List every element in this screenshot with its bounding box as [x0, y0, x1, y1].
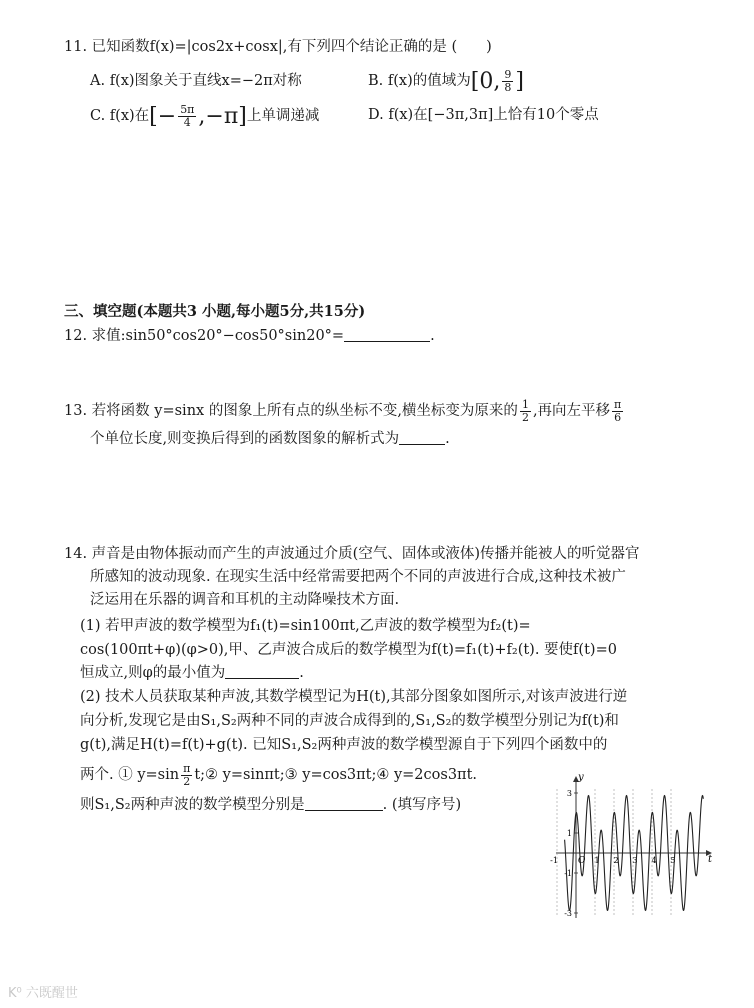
y-axis-label: y — [578, 772, 584, 783]
y-tick-label: -1 — [564, 869, 572, 878]
watermark-logo: K⁰ 六既醒世 — [8, 986, 78, 1001]
q14-line9: g(t),满足H(t)=f(t)+g(t). 已知S₁,S₂两种声波的数学模型源自于下列四个函数中的 — [80, 737, 608, 753]
q14-part2-blank[interactable] — [305, 796, 383, 811]
t-tick-label: 5 — [670, 856, 676, 865]
t-tick-label: 1 — [594, 856, 600, 865]
q14-line1: 14. 声音是由物体振动而产生的声波通过介质(空气、固体或液体)传播并能被人的听觉器官 — [64, 546, 640, 562]
q14-line10: 两个. ① y=sin $\frac{\pi}{2}$ t;② y=sinπt;③ y=cos3πt;④ y=2cos3πt. — [80, 761, 478, 788]
y-tick-label: -3 — [564, 909, 572, 918]
t-tick-label: 4 — [651, 856, 657, 865]
q14-line2: 所感知的波动现象. 在现实生活中经常需要把两个不同的声波进行合成,这种技术被广 — [90, 569, 626, 585]
q14-line7: (2) 技术人员获取某种声波,其数学模型记为H(t),其部分图象如图所示,对该声波进行逆 — [80, 689, 628, 705]
q11-option-c: C. f(x)在[− $\frac{5\pi}{4}$ ,−π]上单调递减 — [90, 102, 320, 129]
q11-option-d: D. f(x)在[−3π,3π]上恰有10个零点 — [368, 107, 599, 123]
q11-option-a: A. f(x)图象关于直线x=−2π对称 — [90, 73, 302, 89]
q12: 12. 求值:sin50°cos20°−cos50°sin20°= . — [64, 328, 435, 344]
q14-line5: cos(100πt+φ)(φ>0),甲、乙声波合成后的数学模型为f(t)=f₁(t)+f₂(t). 要使f(t)=0 — [80, 642, 617, 658]
y-tick-label: 3 — [566, 789, 572, 798]
q14-line3: 泛运用在乐器的调音和耳机的主动降噪技术方面. — [90, 592, 400, 608]
q11-option-b: B. f(x)的值域为[0, $\frac{9}{8}$ ] — [368, 67, 524, 94]
q14-line4: (1) 若甲声波的数学模型为f₁(t)=sin100πt,乙声波的数学模型为f₂(t)= — [80, 618, 531, 634]
t-axis-label: t — [708, 854, 713, 865]
waveform-graph — [552, 768, 722, 926]
q14-line11: 则S₁,S₂两种声波的数学模型分别是 . (填写序号) — [80, 797, 462, 813]
t-tick-label: -1 — [550, 856, 558, 865]
q12-answer-blank[interactable] — [344, 327, 430, 342]
origin-label: O — [578, 856, 586, 866]
y-tick-label: 1 — [566, 829, 572, 838]
q14-line6: 恒成立,则φ的最小值为 . — [80, 665, 304, 681]
t-tick-label: 2 — [613, 856, 619, 865]
q13-line2: 个单位长度,则变换后得到的函数图象的解析式为 . — [90, 431, 450, 447]
q13-line1: 13. 若将函数 y=sinx 的图象上所有点的纵坐标不变,横坐标变为原来的 $\frac{1}{2}$ ,再向左平移 $\frac{\pi}{6}$ — [64, 397, 622, 424]
q14-part1-blank[interactable] — [225, 664, 299, 679]
section-title: 三、填空题(本题共3 小题,每小题5分,共15分) — [64, 303, 366, 320]
t-tick-label: 3 — [632, 856, 638, 865]
q11-stem: 11. 已知函数f(x)=|cos2x+cosx|,有下列四个结论正确的是 ( ) — [64, 39, 492, 55]
q13-answer-blank[interactable] — [399, 430, 445, 445]
q14-line8: 向分析,发现它是由S₁,S₂两种不同的声波合成得到的,S₁,S₂的数学模型分别记为f(t)和 — [80, 713, 619, 729]
